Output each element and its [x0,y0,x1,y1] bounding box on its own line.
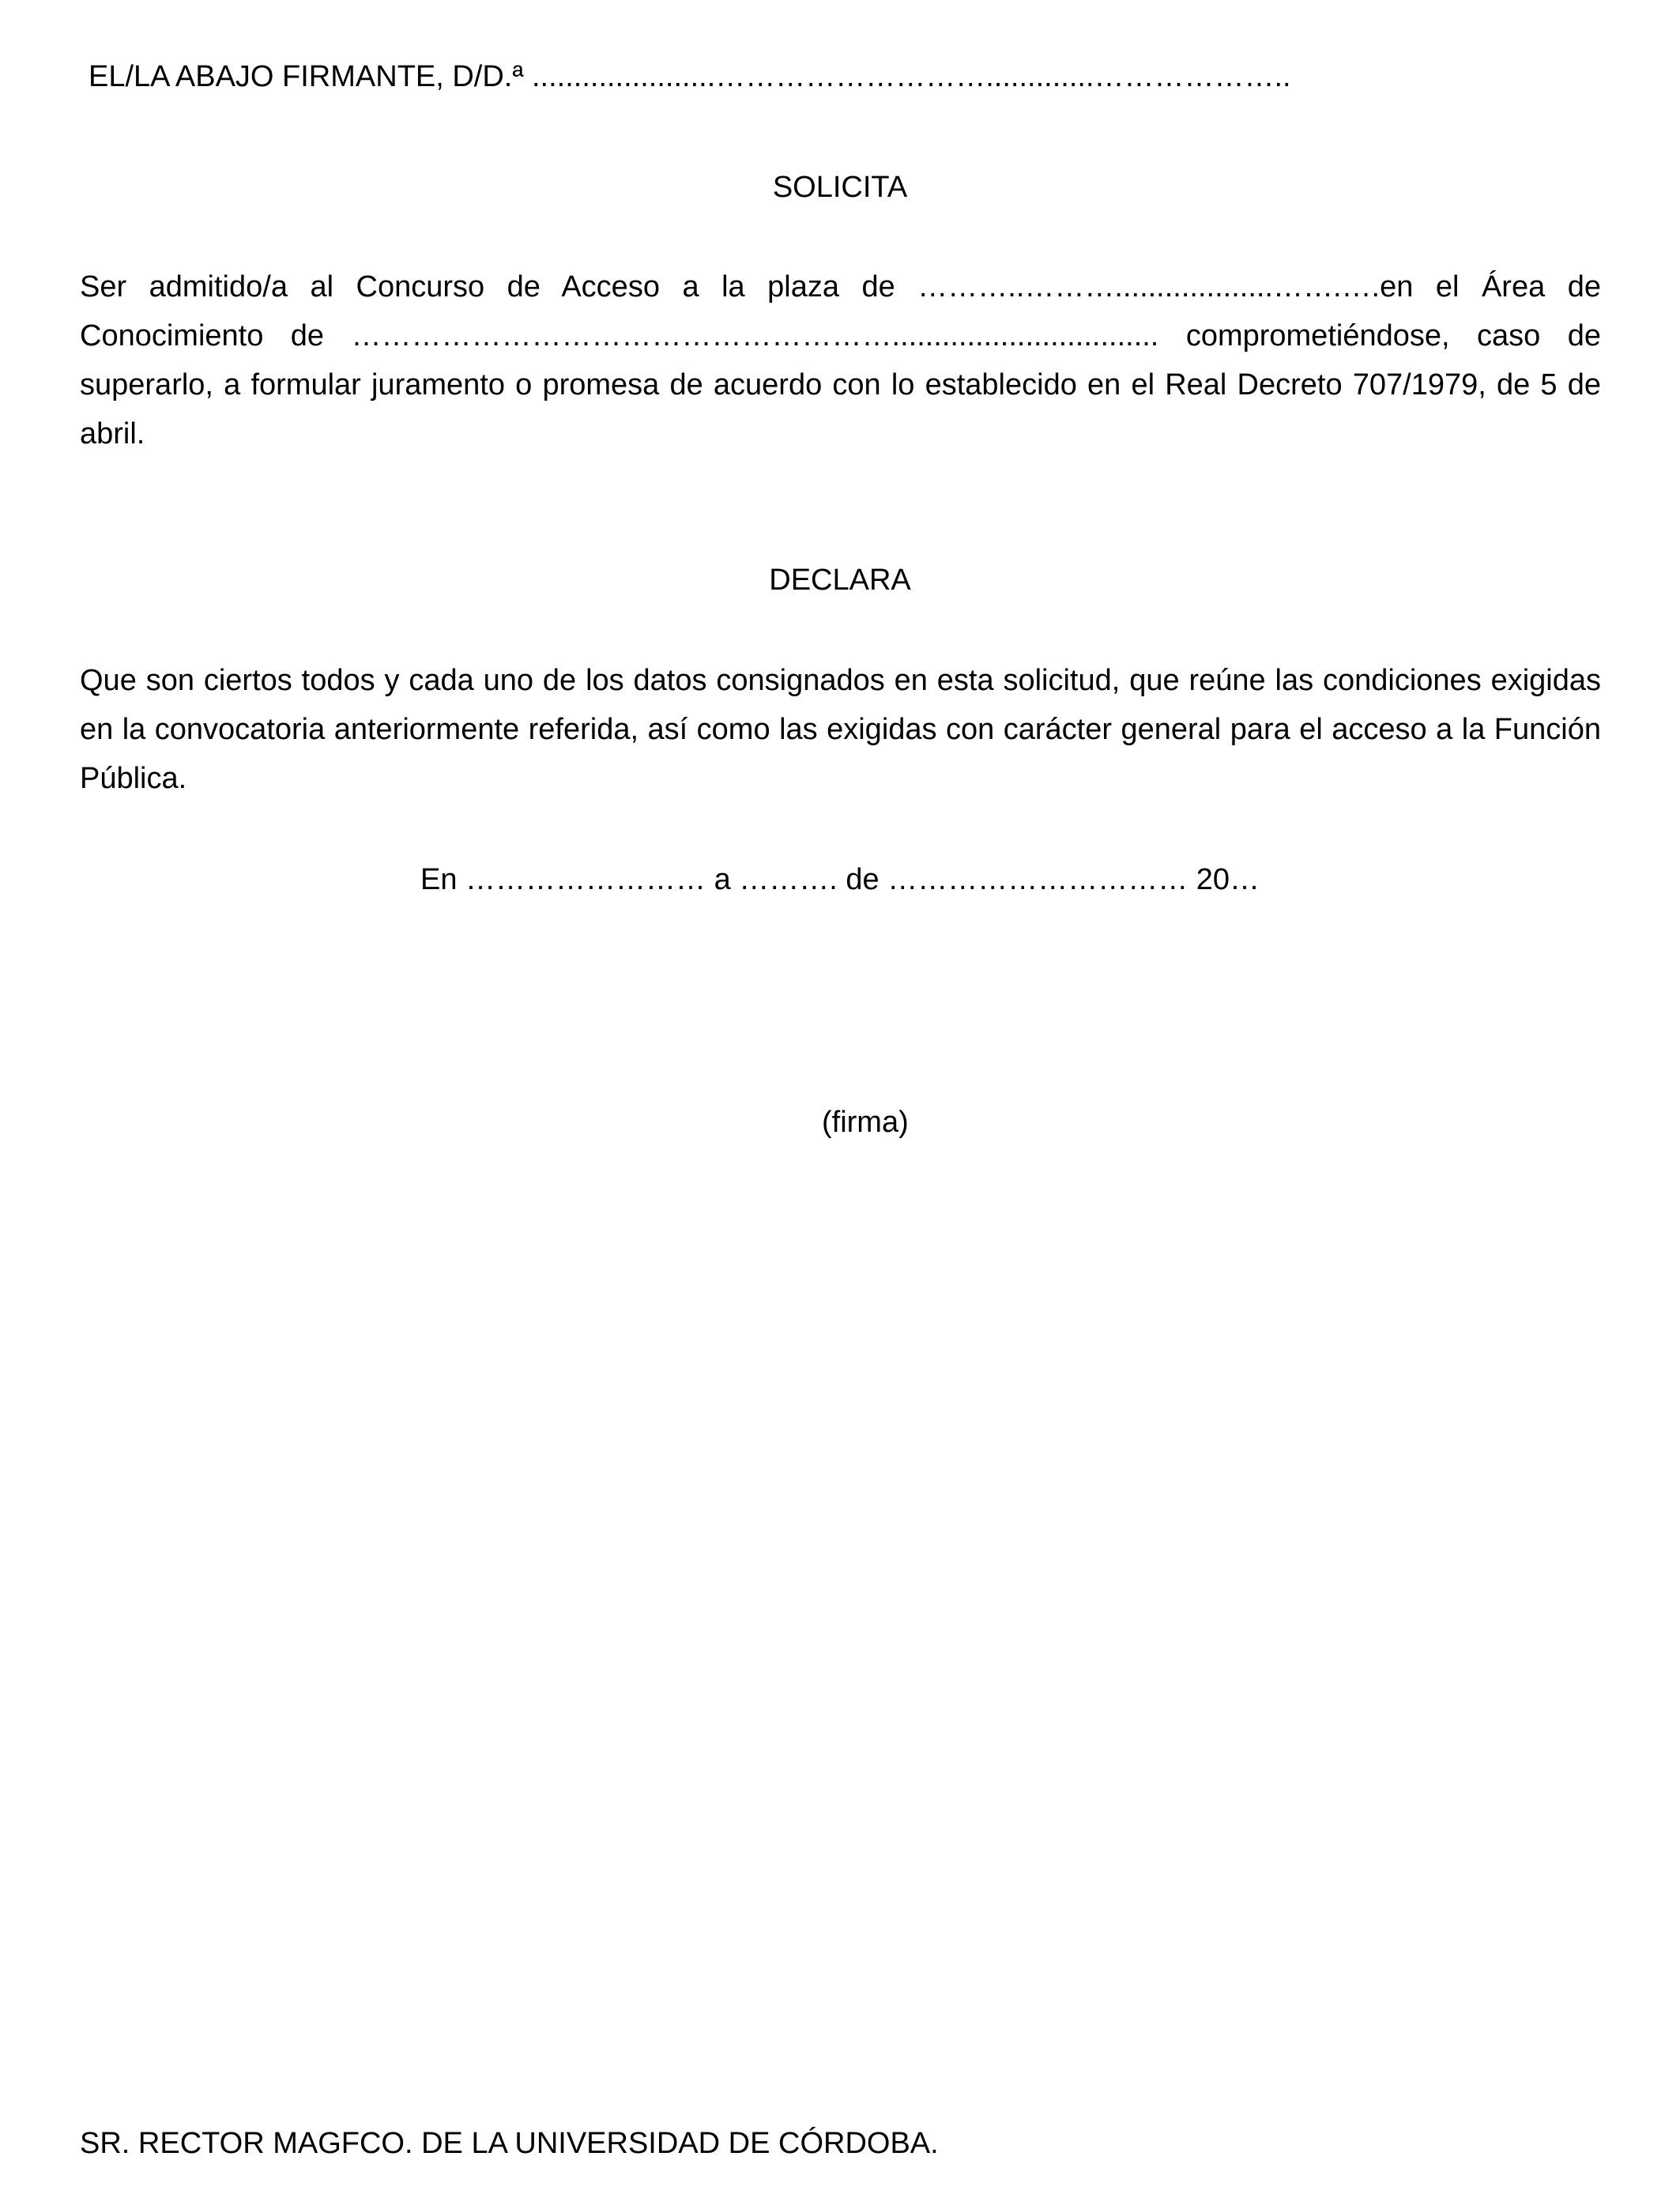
date-place-line: En …………………… a ………. de ………………………… 20… [420,863,1260,896]
addressee-line: SR. RECTOR MAGFCO. DE LA UNIVERSIDAD DE CÓRDOBA. [80,2127,939,2160]
declara-paragraph: Que son ciertos todos y cada uno de los datos consignados en esta solicitud, que reúne las condiciones exigidas en la convocatoria anteriormente referida, así como las exigidas con carácter general para el acceso a la Función Pública. [80,664,1601,795]
declara-heading: DECLARA [769,564,911,597]
solicita-paragraph: Ser admitido/a al Concurso de Acceso a la plaza de ………..………...................…….….en el Área de Conocimiento de ………………………………………………................................ comprometiéndose, caso de superarlo, a formular juramento o promesa de acuerdo con lo establecido en el Real Decreto 707/1979, de 5 de abril. [80,270,1601,450]
solicita-heading: SOLICITA [772,171,908,204]
signature-label: (firma) [822,1106,909,1139]
intro-line: EL/LA ABAJO FIRMANTE, D/D.ª ......................……………………….............……………….. [89,60,1291,93]
